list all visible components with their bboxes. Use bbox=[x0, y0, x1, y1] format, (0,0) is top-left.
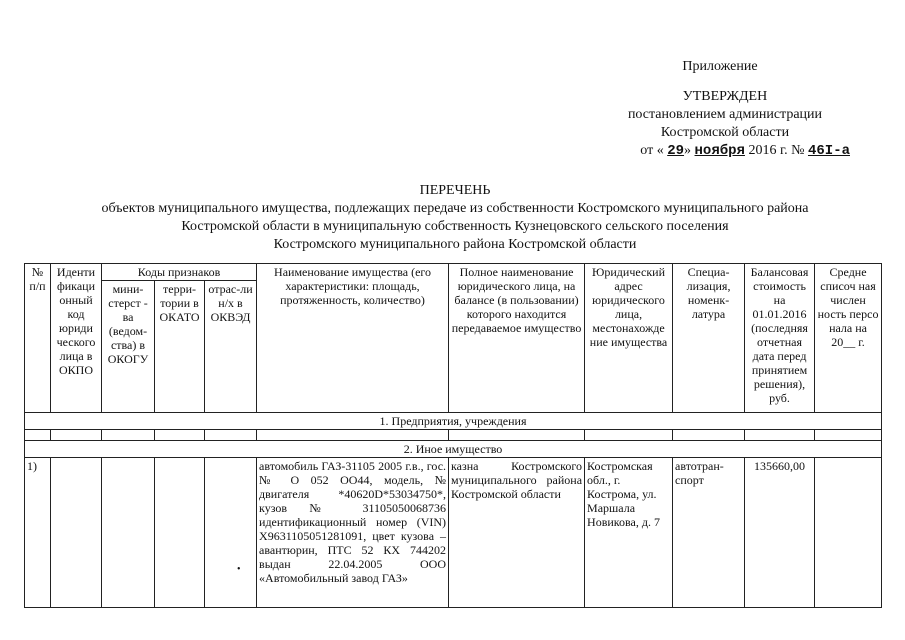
property-table bbox=[24, 263, 882, 608]
row-num: 1) bbox=[25, 458, 51, 608]
header-spec: Специа-лизация, номенк-латура bbox=[673, 264, 745, 413]
header-codes: Коды признаков bbox=[102, 264, 257, 281]
header-staff: Средне списоч ная числен ность персо нала на 20__ г. bbox=[815, 264, 882, 413]
header-address: Юридический адрес юридического лица, местонахожде ние имущества bbox=[585, 264, 673, 413]
title-line2: Костромской области в муниципальную собственность Кузнецовского сельского поселения bbox=[181, 219, 729, 234]
header-okpo: Иденти фикаци онный код юриди ческого лица в ОКПО bbox=[51, 264, 102, 413]
header-holder: Полное наименование юридического лица, на балансе (в пользовании) которого находится передаваемое имущество bbox=[449, 264, 585, 413]
row-staff bbox=[815, 458, 882, 608]
header-num: № п/п bbox=[25, 264, 51, 413]
approved-by-line1: постановлением администрации bbox=[627, 107, 823, 122]
title-heading: ПЕРЕЧЕНЬ bbox=[419, 183, 491, 198]
row-name: автомобиль ГАЗ-31105 2005 г.в., гос. № О 052 ОО44, модель, № двигателя *40620D*53034750*, кузов № 31105050068736 идентификационный номер (VIN) X9631105051281091, цвет кузова – авантюрин, ПТС 52 КХ 744202 выдан 22.04.2005 ООО «Автомобильный завод ГАЗ» bbox=[257, 458, 449, 608]
decree-number: 46I-а bbox=[807, 143, 850, 159]
header-okogu: мини-стерст - ва (ведом-ства) в ОКОГУ bbox=[102, 281, 155, 413]
empty-row bbox=[25, 430, 882, 441]
date-mid: » bbox=[684, 143, 692, 158]
row-address: Костромская обл., г. Кострома, ул. Маршала Новикова, д. 7 bbox=[585, 458, 673, 608]
decree-month: ноября bbox=[694, 143, 745, 159]
row-spec: автотран-спорт bbox=[673, 458, 745, 608]
decree-year: 2016 г. № bbox=[748, 143, 805, 158]
stray-mark: • bbox=[237, 564, 241, 575]
row-holder: казна Костромского муниципального района Костромской области bbox=[449, 458, 585, 608]
header-row-1 bbox=[25, 264, 882, 281]
row-balance: 135660,00 bbox=[745, 458, 815, 608]
document-title bbox=[40, 182, 870, 254]
section-row-1 bbox=[25, 413, 882, 430]
title-line3: Костромского муниципального района Костромской области bbox=[273, 237, 637, 252]
section-2-title: 2. Иное имущество bbox=[25, 441, 882, 458]
header-balance: Балансовая стоимость на 01.01.2016 (последняя отчетная дата перед принятием решения), руб. bbox=[745, 264, 815, 413]
approved-label: УТВЕРЖДЕН bbox=[682, 89, 768, 104]
date-prefix: от « bbox=[640, 143, 664, 158]
header-okato: терри-тории в ОКАТО bbox=[155, 281, 205, 413]
appendix-label: Приложение bbox=[682, 59, 758, 74]
approved-by-line2: Костромской области bbox=[660, 125, 790, 140]
title-line1: объектов муниципального имущества, подлежащих передаче из собственности Костромского муниципального района bbox=[101, 201, 809, 216]
section-row-2 bbox=[25, 441, 882, 458]
decree-date-line bbox=[600, 142, 850, 160]
section-1-title: 1. Предприятия, учреждения bbox=[25, 413, 882, 430]
table-row bbox=[25, 458, 882, 608]
header-okved: отрас-ли н/х в ОКВЭД bbox=[205, 281, 257, 413]
approval-block bbox=[600, 88, 850, 160]
decree-day: 29 bbox=[667, 143, 685, 159]
header-name: Наименование имущества (его характеристики: площадь, протяженность, количество) bbox=[257, 264, 449, 413]
